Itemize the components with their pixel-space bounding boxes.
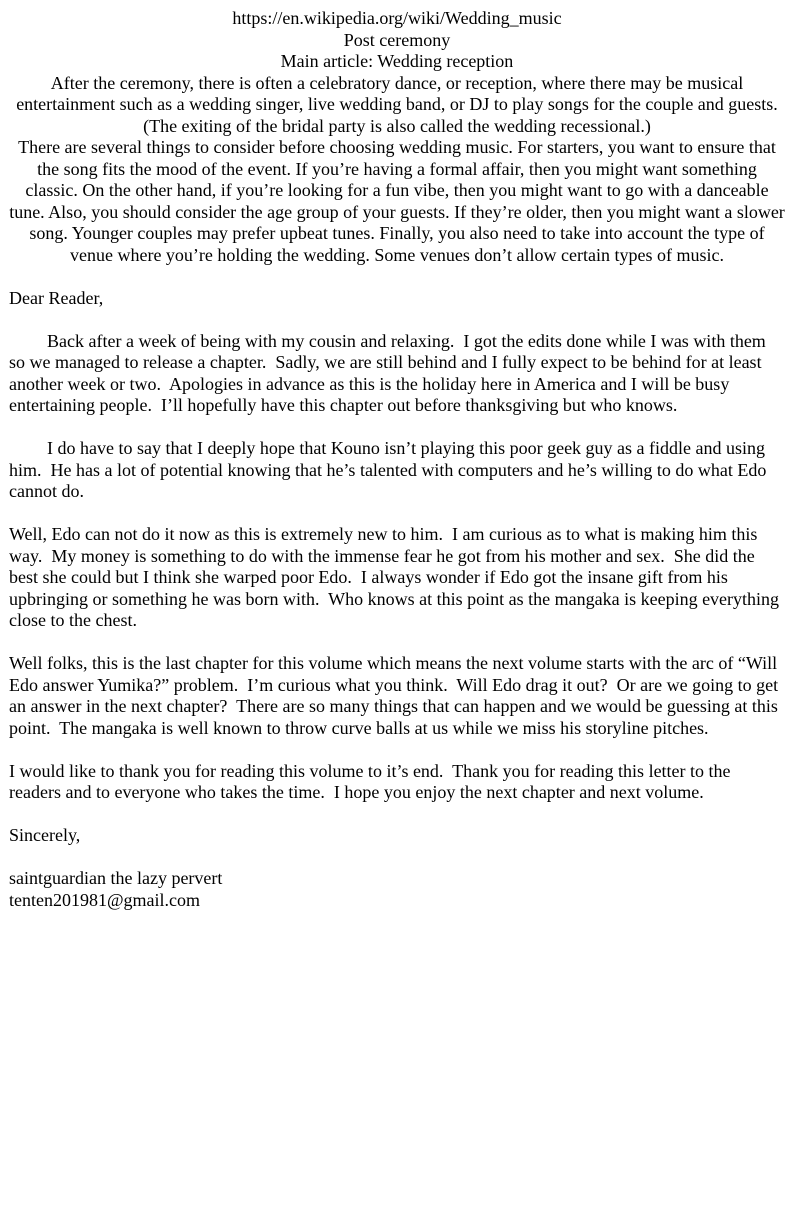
excerpt-main-article-line: Main article: Wedding reception xyxy=(280,51,514,71)
closing: Sincerely, xyxy=(9,825,81,845)
excerpt-section-title: Post ceremony xyxy=(343,29,451,50)
signature-email: tenten201981@gmail.com xyxy=(9,889,201,910)
signature-name: saintguardian the lazy pervert xyxy=(9,868,223,888)
salutation: Dear Reader, xyxy=(9,287,104,308)
letter-paragraph-2: I do have to say that I deeply hope that Kouno isn’t playing this poor geek guy as a fiddle and using him. He has a lot of potential knowing that he’s talented with computers and he’s willing to do what Edo cannot do. xyxy=(9,438,771,501)
letter-paragraph-1: Back after a week of being with my cousin and relaxing. I got the edits done while I was with them so we managed to release a chapter. Sadly, we are still behind and I fully expect to be behind for at least another week or two. Apologies in advance as this is the holiday here in America and I will be busy entertaining people. I’ll hopefully have this chapter out before thanksgiving but who knows. xyxy=(9,330,771,415)
excerpt-paragraph-3: There are several things to consider before choosing wedding music. For starters, you want to ensure that the song fits the mood of the event. If you’re having a formal affair, then you might want something classic. On the other hand, if you’re looking for a fun vibe, then you might want to go with a danceable tune. Also, you should consider the age group of your guests. If they’re older, then you might want a slower song. Younger couples may prefer upbeat tunes. Finally, you also need to take into account the type of venue where you’re holding the wedding. Some venues don’t allow certain types of music. xyxy=(9,137,790,265)
letter-paragraph-4: Well folks, this is the last chapter for this volume which means the next volume starts with the arc of “Will Edo answer Yumika?” problem. I’m curious what you think. Will Edo drag it out? Or are we going to get an answer in the next chapter? There are so many things that can happen and we would be guessing at this point. The mangaka is well known to throw curve balls at us while we miss his storyline pitches. xyxy=(9,653,783,738)
source-url: https://en.wikipedia.org/wiki/Wedding_music xyxy=(232,8,562,28)
letter-paragraph-5: I would like to thank you for reading this volume to it’s end. Thank you for reading this letter to the readers and to everyone who takes the time. I hope you enjoy the next chapter and next volume. xyxy=(9,760,736,802)
wikipedia-excerpt-block xyxy=(9,8,790,266)
excerpt-paragraph-1: After the ceremony, there is often a celebratory dance, or reception, where there may be musical entertainment such as a wedding singer, live wedding band, or DJ to play songs for the couple and guests. xyxy=(16,72,778,114)
letter-paragraph-3: Well, Edo can not do it now as this is extremely new to him. I am curious as to what is making him this way. My money is something to do with the immense fear he got from his mother and sex. She did the best she could but I think she warped poor Edo. I always wonder if Edo got the insane gift from his upbringing or something he was born with. Who knows at this point as the mangaka is keeping everything close to the chest. xyxy=(9,524,784,630)
reader-letter-block xyxy=(9,288,785,912)
excerpt-paragraph-2: (The exiting of the bridal party is also called the wedding recessional.) xyxy=(143,115,651,136)
